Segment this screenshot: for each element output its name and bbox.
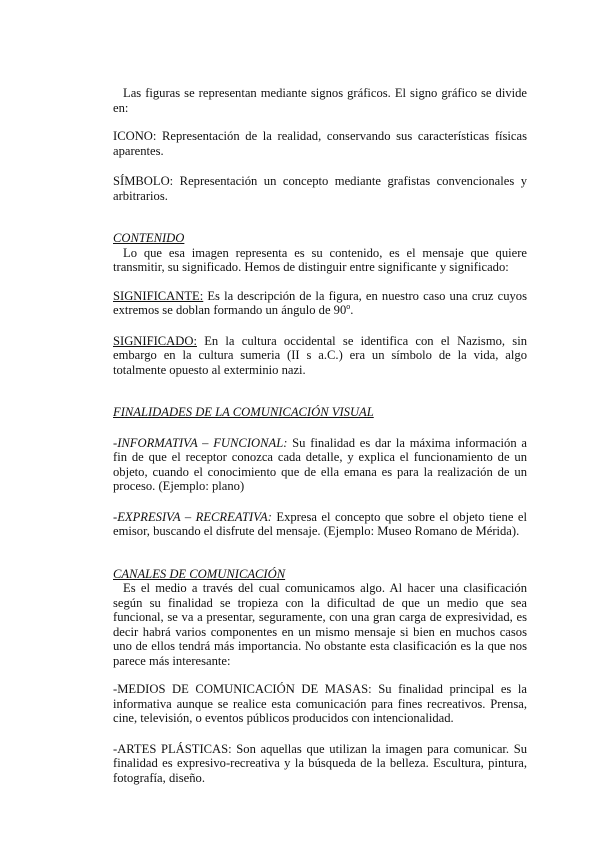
informativa-paragraph xyxy=(113,436,527,494)
icono-text: Representación de la realidad, conservando sus características físicas aparentes. xyxy=(113,129,527,158)
significado-term: SIGNIFICADO: xyxy=(113,333,197,348)
expresiva-term: -EXPRESIVA – RECREATIVA: xyxy=(113,509,272,524)
significado-paragraph xyxy=(113,334,527,378)
significante-end: . xyxy=(350,303,354,317)
significante-text: Es la descripción de la figura, en nuestro caso una cruz cuyos extremos se doblan formando un ángulo de 90 xyxy=(113,288,527,317)
contenido-heading: CONTENIDO xyxy=(113,231,185,245)
intro-paragraph: Las figuras se representan mediante signos gráficos. El signo gráfico se divide en: xyxy=(113,86,527,115)
simbolo-paragraph xyxy=(113,174,527,203)
document-body xyxy=(113,86,527,785)
icono-term: ICONO: xyxy=(113,129,157,143)
finalidades-heading: FINALIDADES DE LA COMUNICACIÓN VISUAL xyxy=(113,405,374,419)
significado-text: En la cultura occidental se identifica con el Nazismo, sin embargo en la cultura sumeria (II s a.C.) era un símbolo de la vida, algo totalmente opuesto al exterminio nazi. xyxy=(113,333,527,377)
contenido-paragraph: Lo que esa imagen representa es su contenido, es el mensaje que quiere transmitir, su significado. Hemos de distinguir entre significante y significado: xyxy=(113,245,527,274)
canales-paragraph: Es el medio a través del cual comunicamos algo. Al hacer una clasificación según su finalidad se tropieza con la dificultad de que un medio que sea funcional, se va a presentar, seguramente, con una gran carga de expresividad, es decir habrá varios componentes en un mismo mensaje si bien en muchos casos uno de ellos tendrá más importancia. No obstante esta clasificación es la que nos parece más interesante: xyxy=(113,581,527,668)
simbolo-text: Representación un concepto mediante grafistas convencionales y arbitrarios. xyxy=(113,174,527,203)
degree-superscript: o xyxy=(346,301,351,311)
icono-paragraph xyxy=(113,129,527,158)
expresiva-text: Expresa el concepto que sobre el objeto tiene el emisor, buscando el disfrute del mensaje. (Ejemplo: Museo Romano de Mérida). xyxy=(113,509,527,538)
canales-heading: CANALES DE COMUNICACIÓN xyxy=(113,566,286,581)
expresiva-paragraph xyxy=(113,510,527,539)
informativa-text: Su finalidad es dar la máxima información a fin de que el receptor conozca cada detalle, y explica el funcionamiento de un objeto, cuando el conocimiento que de ella emana es para la realización de un proceso. (Ejemplo: plano) xyxy=(113,435,527,493)
informativa-term: -INFORMATIVA – FUNCIONAL: xyxy=(113,435,288,450)
significante-paragraph xyxy=(113,289,527,318)
medios-paragraph: -MEDIOS DE COMUNICACIÓN DE MASAS: Su finalidad principal es la informativa aunque se realice esta comunicación para fines recreativos. Prensa, cine, televisión, o eventos públicos producidos con intencionalidad. xyxy=(113,682,527,725)
simbolo-term: SÍMBOLO: xyxy=(113,174,174,188)
artes-paragraph: -ARTES PLÁSTICAS: Son aquellas que utilizan la imagen para comunicar. Su finalidad es expresivo-recreativa y la búsqueda de la belleza. Escultura, pintura, fotografía, diseño. xyxy=(113,741,527,785)
significante-term: SIGNIFICANTE: xyxy=(113,288,204,303)
